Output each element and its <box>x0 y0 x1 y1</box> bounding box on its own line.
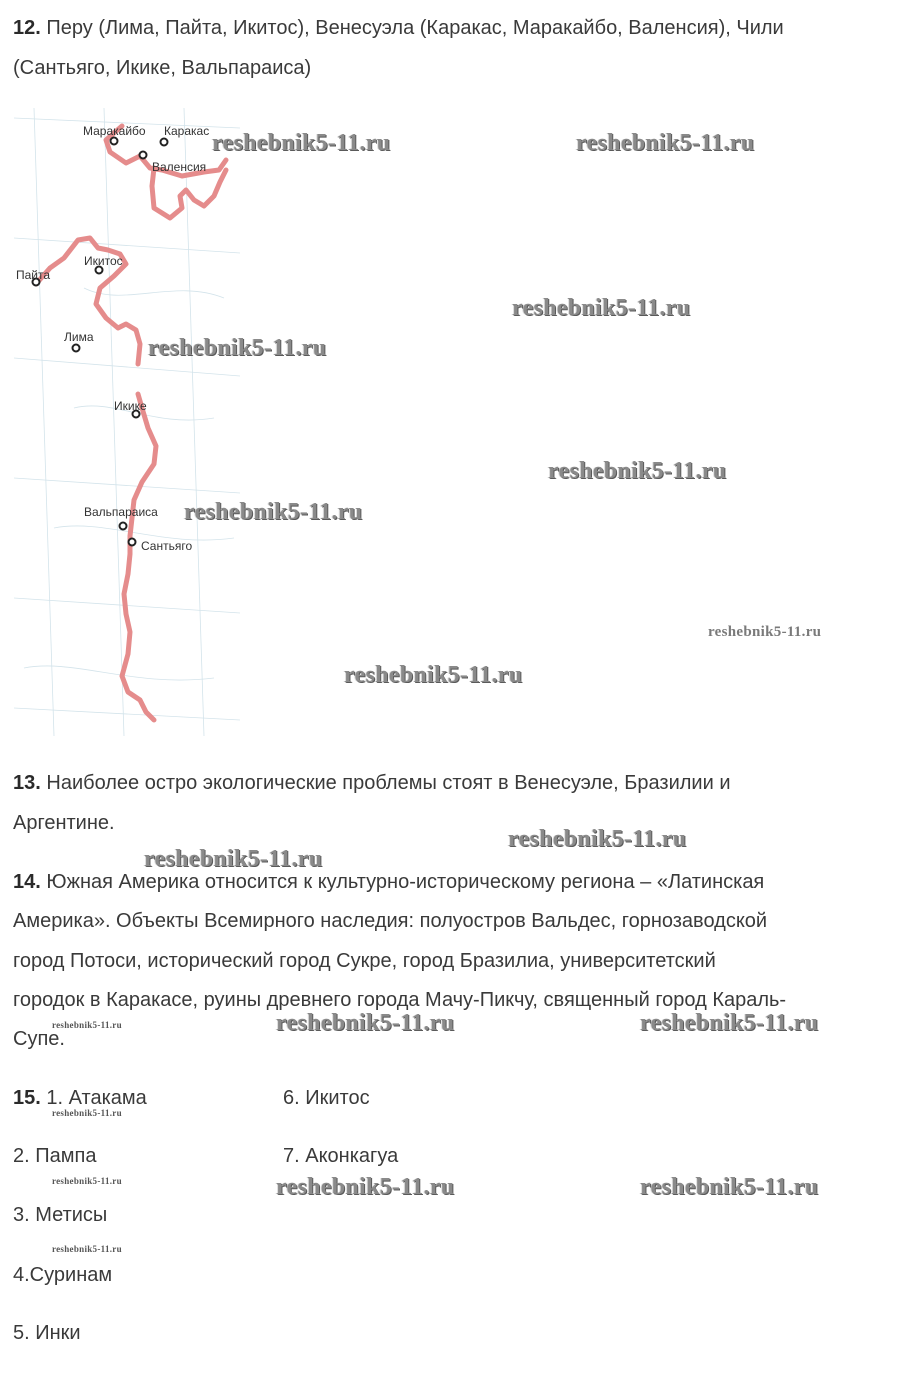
city-label-santiago: Сантьяго <box>141 539 193 553</box>
watermark: reshebnik5-11.ru <box>548 458 727 484</box>
city-marker-caracas <box>161 139 168 146</box>
q14-text-line5: Супе. <box>13 1028 65 1050</box>
city-label-iquique: Икике <box>114 399 147 413</box>
q15-item-3: 3. Метисы <box>13 1204 108 1226</box>
watermark: reshebnik5-11.ru <box>708 624 822 640</box>
city-marker-valencia <box>140 152 147 159</box>
q13-text-line2: Аргентине. <box>13 812 115 834</box>
q15-item-2: 2. Пампа <box>13 1145 97 1167</box>
watermark: reshebnik5-11.ru <box>576 130 755 156</box>
watermark: reshebnik5-11.ru <box>52 1020 122 1030</box>
q13-line1 <box>13 771 731 795</box>
city-label-caracas: Каракас <box>164 124 210 138</box>
south-america-map <box>14 108 240 736</box>
city-label-maracaibo: Маракайбо <box>83 124 146 138</box>
q12-line1 <box>13 16 784 40</box>
watermark: reshebnik5-11.ru <box>276 1174 455 1200</box>
q14-number: 14. <box>13 871 41 893</box>
city-marker-valparaiso <box>120 523 127 530</box>
q12-line2 <box>13 56 311 80</box>
q14-line4 <box>13 988 786 1012</box>
q15-item-6: 6. Икитос <box>283 1087 370 1109</box>
q15-item-7: 7. Аконкагуа <box>283 1145 399 1167</box>
q13-number: 13. <box>13 772 41 794</box>
q12-text-line1: Перу (Лима, Пайта, Икитос), Венесуэла (Каракас, Маракайбо, Валенсия), Чили <box>46 17 784 39</box>
city-label-valencia: Валенсия <box>152 160 207 174</box>
chile-border <box>122 394 156 720</box>
watermark: reshebnik5-11.ru <box>148 335 327 361</box>
q12-text-line2: (Сантьяго, Икике, Вальпараиса) <box>13 57 312 79</box>
q15-item-5: 5. Инки <box>13 1322 81 1344</box>
city-label-lima: Лима <box>64 330 94 344</box>
watermark: reshebnik5-11.ru <box>344 662 523 688</box>
q14-text-line4: городок в Каракасе, руины древнего города Мачу-Пикчу, священный город Караль- <box>13 989 787 1011</box>
watermark: reshebnik5-11.ru <box>512 295 691 321</box>
watermark: reshebnik5-11.ru <box>52 1244 122 1254</box>
q14-line3 <box>13 949 716 973</box>
q14-text-line3: город Потоси, исторический город Сукре, город Бразилиа, университетский <box>13 950 716 972</box>
city-marker-santiago <box>129 539 136 546</box>
q13-line2 <box>13 811 115 835</box>
city-marker-lima <box>73 345 80 352</box>
watermark: reshebnik5-11.ru <box>52 1108 122 1118</box>
watermark: reshebnik5-11.ru <box>144 846 323 872</box>
q13-text-line1: Наиболее остро экологические проблемы стоят в Венесуэле, Бразилии и <box>46 772 731 794</box>
city-label-valparaiso: Вальпараиса <box>84 505 158 519</box>
watermark: reshebnik5-11.ru <box>276 1010 455 1036</box>
q15-item-4: 4.Суринам <box>13 1264 113 1286</box>
watermark: reshebnik5-11.ru <box>52 1176 122 1186</box>
q14-line5 <box>13 1027 65 1051</box>
q14-text-line1: Южная Америка относится к культурно-историческому региона – «Латинская <box>46 871 765 893</box>
watermark: reshebnik5-11.ru <box>212 130 391 156</box>
city-marker-maracaibo <box>111 138 118 145</box>
watermark: reshebnik5-11.ru <box>184 499 363 525</box>
q14-text-line2: Америка». Объекты Всемирного наследия: полуостров Вальдес, горнозаводской <box>13 910 768 932</box>
city-label-iquitos: Икитос <box>84 254 123 268</box>
watermark: reshebnik5-11.ru <box>640 1174 819 1200</box>
watermark: reshebnik5-11.ru <box>640 1010 819 1036</box>
q15-item-1-text: 1. Атакама <box>46 1087 147 1109</box>
q15-item-1 <box>13 1086 147 1110</box>
watermark: reshebnik5-11.ru <box>508 826 687 852</box>
q12-number: 12. <box>13 17 41 39</box>
q14-line1 <box>13 870 764 894</box>
q14-line2 <box>13 909 767 933</box>
q15-number: 15. <box>13 1087 41 1109</box>
city-label-paita: Пайта <box>16 268 51 282</box>
